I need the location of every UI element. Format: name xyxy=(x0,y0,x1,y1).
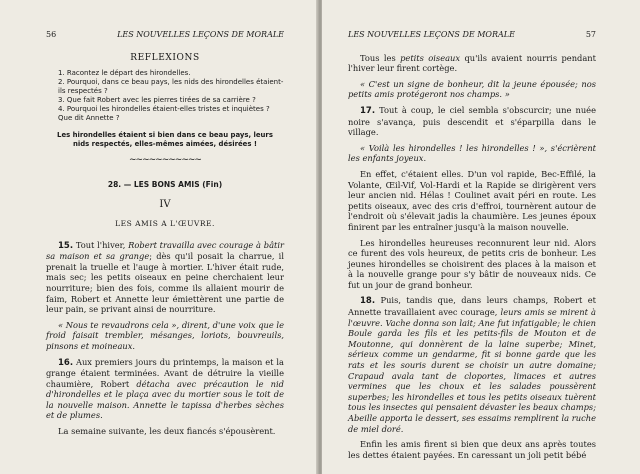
question-3: 3. Que fait Robert avec les pierres tirées de sa carrière ? xyxy=(58,96,256,105)
question-2: 2. Pourquoi, dans ce beau pays, les nids des hirondelles étaient-ils respectés ? xyxy=(58,78,284,96)
left-page xyxy=(0,0,318,474)
paragraph-18-end: Enfin les amis firent si bien que deux ans après toutes les dettes étaient payées. En caressant un joli petit bébé xyxy=(348,439,596,460)
question-1: 1. Racontez le départ des hirondelles. xyxy=(58,69,191,78)
running-head-right xyxy=(348,30,596,41)
running-head-left xyxy=(46,30,284,41)
paragraph-16-end: La semaine suivante, les deux fiancés s'épousèrent. xyxy=(58,426,276,437)
part-subheading: LES AMIS A L'ŒUVRE. xyxy=(115,218,215,228)
paragraph-number: 15. xyxy=(58,240,74,251)
ornament-divider: ~~~~~~~~~~~ xyxy=(129,155,201,166)
paragraph-17-body: En effet, c'étaient elles. D'un vol rapide, Bec-Effilé, la Volante, Œil-Vif, Vol-Hardi et la Rapide se dirigèrent vers leur ancien nid. Hélas ! Coulinet avait péri en route. Les petits oiseaux, avec des cris d'effroi, tournèrent autour de l'endroit où s'élevait jadis la chaumière. Les jeunes époux finirent par les entraîner jusqu'à la maison nouvelle. xyxy=(348,168,596,232)
paragraph-18: 18. Puis, tandis que, dans leurs champs, Robert et Annette travaillaient avec courage, leurs amis se mirent à l'œuvre. Vache donna son lait; Ane fut infatigable; le chien Boule garda les fils et les petits-fils de Mouton et de Moutonne, qui donnèrent de la laine superbe; Minet, sérieux comme un gendarme, fit si bonne garde que les rats et les souris durent se choisir un autre domaine; Crapaud avala tant de cloportes, limaces et autres vermines que les choux et les salades poussèrent superbes; les hirondelles et tous les petits oiseaux tuèrent tous les insectes qui pensaient dévaster les beaux champs; Abeille apporta le dessert, ses essaims remplirent la ruche de miel doré. xyxy=(348,295,596,434)
running-head-title: LES NOUVELLES LEÇONS DE MORALE xyxy=(117,30,284,39)
paragraph-bride-quote: « C'est un signe de bonheur, dit la jeune épousée; nos petits amis protégeront nos champs. » xyxy=(348,78,596,100)
page-number: 57 xyxy=(585,30,596,39)
paragraph-cortege: Tous les petits oiseaux qu'ils avaient nourris pendant l'hiver leur firent cortège. xyxy=(348,52,596,74)
paragraph-17-end: Les hirondelles heureuses reconnurent leur nid. Alors ce furent des vols heureux, de petits cris de bonheur. Les jeunes hirondelles se choisirent des places à la maison et à la nouvelle grange pour s'y bâtir de nouveaux nids. Ce fut un jour de grand bonheur. xyxy=(348,237,596,290)
paragraph-17: 17. Tout à coup, le ciel sembla s'obscurcir; une nuée noire s'avança, puis descendit et s'éparpilla dans le village. xyxy=(348,104,596,138)
paragraph-16: 16. Aux premiers jours du printemps, la maison et la grange étaient terminées. Avant de détruire la vieille chaumière, Robert détacha avec précaution le nid d'hirondelles et le plaça avec du mortier sous le toit de la nouvelle maison. Annette le tapissa d'herbes sèches et de plumes. xyxy=(46,356,284,421)
paragraph-15: 15. Tout l'hiver, Robert travailla avec courage à bâtir sa maison et sa grange; dès qu'il posait la charrue, il prenait la truelle et l'auge à mortier. L'hiver était rude, mais sec; les petits oiseaux en peine cherchaient leur nourriture; bien des fois, comme ils allaient mourir de faim, Robert et Annette leur émiettèrent une partie de leur pain, se privant ainsi de nourriture. xyxy=(46,239,284,315)
paragraph-number: 17. xyxy=(360,105,376,116)
running-head-title: LES NOUVELLES LEÇONS DE MORALE xyxy=(348,30,515,39)
paragraph-number: 18. xyxy=(360,296,376,307)
page-number: 56 xyxy=(46,30,57,39)
paragraph-number: 16. xyxy=(58,357,74,368)
reflexions-title: REFLEXIONS xyxy=(130,52,200,63)
part-number: IV xyxy=(159,199,171,211)
summary-sentence: Les hirondelles étaient si bien dans ce beau pays, leurs nids respectés, elles-mêmes aimées, désirées ! xyxy=(57,131,273,149)
section-heading: 28. — LES BONS AMIS (Fin) xyxy=(107,179,223,189)
paragraph-17-quote: « Voilà les hirondelles ! les hirondelles ! », s'écrièrent les enfants joyeux. xyxy=(348,142,596,164)
paragraph-15-quote: « Nous te revaudrons cela », dirent, d'une voix que le froid faisait trembler, mésanges, loriots, bouvreuils, pinsons et moineaux. xyxy=(46,319,284,351)
right-page xyxy=(322,0,640,474)
question-4: 4. Pourquoi les hirondelles étaient-elles tristes et inquiètes ? Que dit Annette ? xyxy=(58,105,270,123)
